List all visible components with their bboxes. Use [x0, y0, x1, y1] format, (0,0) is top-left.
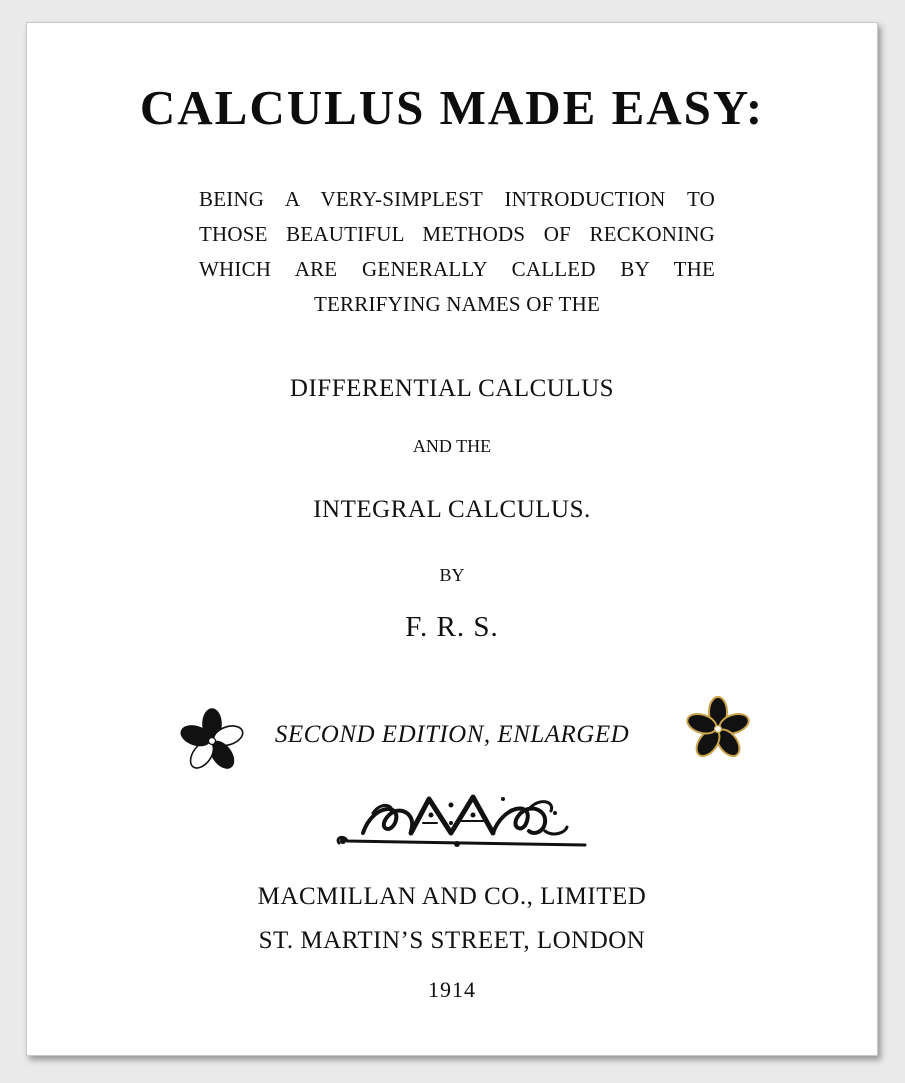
- by-text: BY: [439, 565, 465, 585]
- subtitle-line-4: TERRIFYING NAMES OF THE: [314, 292, 600, 316]
- title-page: [26, 22, 878, 1056]
- subject-integral: INTEGRAL CALCULUS.: [313, 496, 591, 523]
- publication-year: 1914: [428, 977, 476, 1002]
- conjunction-text: AND THE: [412, 436, 492, 456]
- author-name: F. R. S.: [405, 611, 499, 643]
- edition-text: SECOND EDITION, ENLARGED: [274, 721, 630, 748]
- book-title: CALCULUS MADE EASY:: [139, 80, 765, 135]
- publisher-address: ST. MARTIN’S STREET, LONDON: [258, 927, 646, 954]
- subject-differential: DIFFERENTIAL CALCULUS: [289, 375, 615, 402]
- publisher-device-ornament: [333, 783, 589, 857]
- subtitle-line-2: THOSE BEAUTIFUL METHODS OF RECKONING: [199, 222, 715, 246]
- subtitle-line-3: WHICH ARE GENERALLY CALLED BY THE: [199, 257, 715, 281]
- subtitle-line-1: BEING A VERY-SIMPLEST INTRODUCTION TO: [199, 187, 715, 211]
- black-gold-flower-icon: [683, 694, 753, 764]
- publisher-name: MACMILLAN AND CO., LIMITED: [257, 883, 647, 910]
